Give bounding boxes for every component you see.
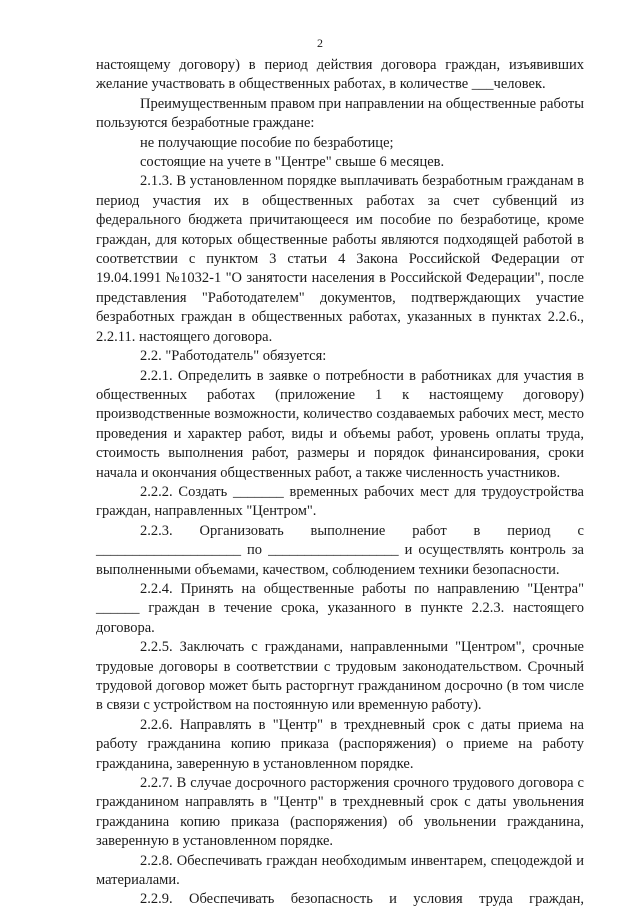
clause-2-2-9: 2.2.9. Обеспечивать безопасность и условия труда граждан,: [140, 891, 584, 908]
clause-2-2-6: 2.2.6. Направлять в "Центр" в трехдневный срок с даты приема на работу гражданина копию приказа (распоряжения) о приеме на работу гражданина, заверенную в установленном порядке.: [96, 716, 584, 772]
paragraph-preference: Преимущественным правом при направлении на общественные работы пользуются безработные граждане:: [96, 95, 584, 132]
clause-2-1-3: 2.1.3. В установленном порядке выплачивать безработным гражданам в период участия их в общественных работах за счет субвенций из федерального бюджета причитающееся им пособие по безработице, кроме граждан, для которых общественные работы являются подходящей работой в соответствии с пунктом 3 статьи 4 Закона Российской Федерации от 19.04.1991 №1032-1 "О занятости населения в Российской Федерации", после представления "Работодателем" документов, подтверждающих участие безработных граждан в общественных работах, указанных в пунктах 2.2.6., 2.2.11. настоящего договора.: [96, 173, 584, 345]
list-item: состоящие на учете в "Центре" свыше 6 месяцев.: [140, 154, 445, 171]
clause-2-2-4: 2.2.4. Принять на общественные работы по направлению "Центра" ______ граждан в течение срока, указанного в пункте 2.2.3. настоящего договора.: [96, 580, 584, 636]
paragraph-continuation: настоящему договору) в период действия договора граждан, изъявивших желание участвовать в общественных работах, в количестве ___человек.: [96, 57, 584, 93]
clause-2-2-3: 2.2.3. Организовать выполнение работ в период с ____________________ по __________________ и осуществлять контроль за выполненными объемами, качеством, соблюдением техники безопасности.: [96, 522, 584, 578]
clause-2-2: 2.2. "Работодатель" обязуется:: [140, 348, 327, 365]
clause-2-2-1: 2.2.1. Определить в заявке о потребности в работниках для участия в общественных работах (приложение 1 к настоящему договору) производственные возможности, количество создаваемых рабочих мест, место проведения и характер работ, виды и объемы работ, уровень оплаты труда, стоимость выполнения работ, размеры и порядок финансирования, сроки начала и окончания общественных работ, а также численность участников.: [96, 367, 584, 481]
clause-2-2-7: 2.2.7. В случае досрочного расторжения срочного трудового договора с гражданином направлять в "Центр" в трехдневный срок с даты увольнения гражданина копию приказа (распоряжения) об увольнении гражданина, заверенную в установленном порядке.: [96, 775, 584, 850]
clause-2-2-8: 2.2.8. Обеспечивать граждан необходимым инвентарем, спецодеждой и материалами.: [96, 852, 584, 889]
clause-2-2-5: 2.2.5. Заключать с гражданами, направленными "Центром", срочные трудовые договоры в соответствии с трудовым законодательством. Срочный трудовой договор может быть расторгнут гражданином досрочно (в том числе в связи с устройством на постоянную или временную работу).: [96, 639, 584, 714]
document-body: [96, 56, 584, 910]
page-number: 2: [317, 36, 323, 50]
clause-2-2-2: 2.2.2. Создать _______ временных рабочих мест для трудоустройства граждан, направленных "Центром".: [96, 483, 584, 520]
list-item: не получающие пособие по безработице;: [140, 134, 394, 151]
